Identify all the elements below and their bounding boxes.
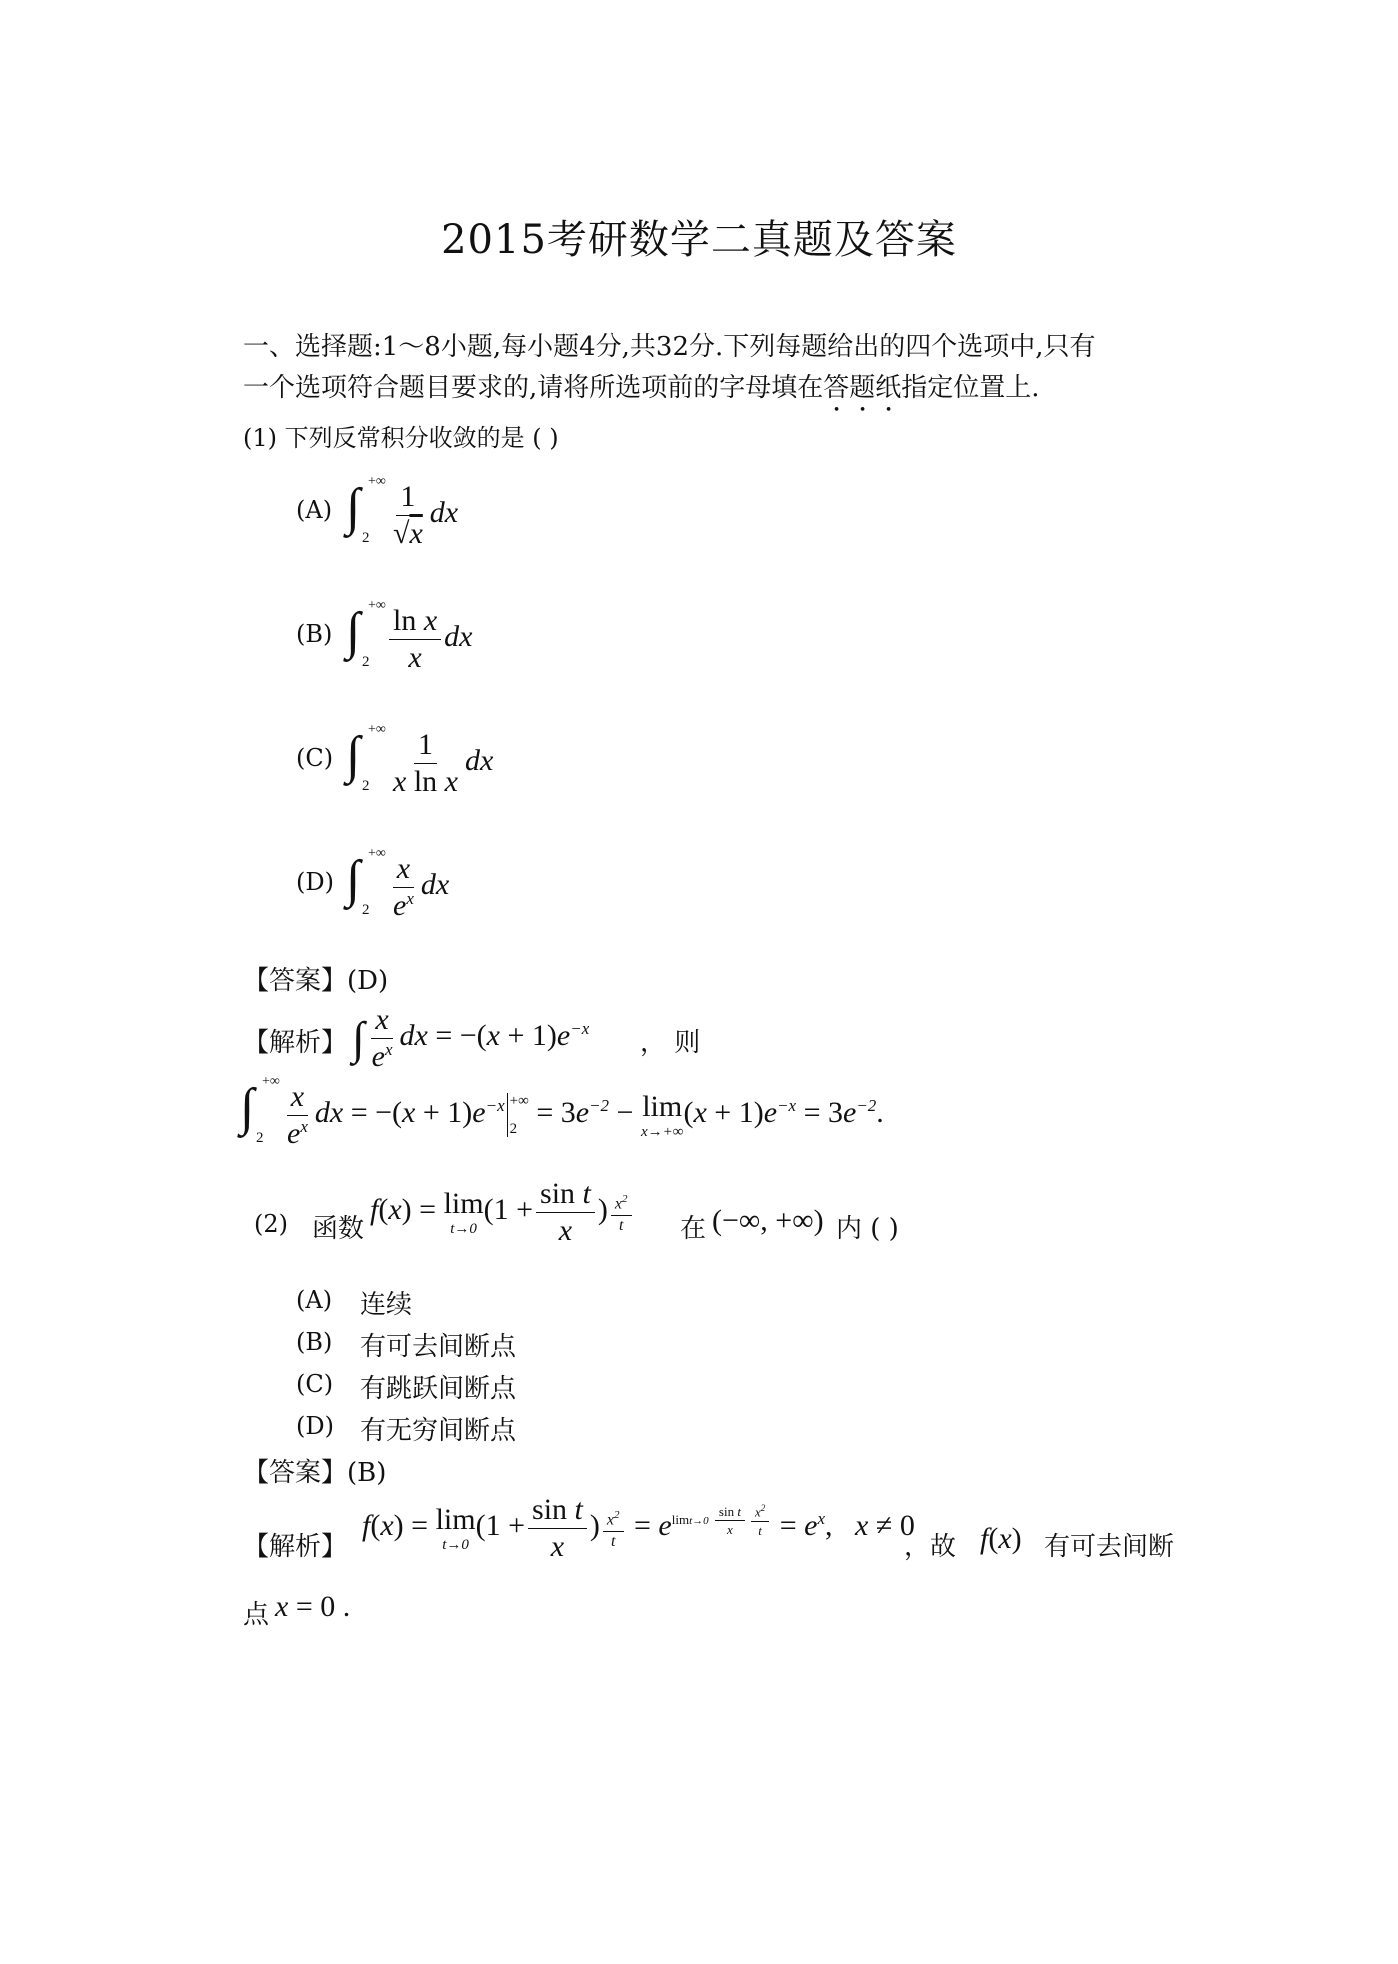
q2-analysis-last-word: 点 [243, 1600, 270, 1630]
q2-option-b-label: (B) [296, 1328, 333, 1356]
q2-analysis-formula: f(x) = lim t→0 (1 + $\frac{\text{sin t}}{x}$ ) $\frac{x^2}{t}$ = $e^{limt\to 0 \frac{\text{sin t}}{x} \frac{x^2}{t}}$ = $e^x$, x ≠ 0 [362, 1493, 915, 1563]
question-2-lead: 函数 [312, 1214, 365, 1244]
q1-option-c-formula: ∫ +∞ 2 $\frac{1}{\text{x ln x}}$ dx [346, 722, 494, 798]
q2-option-d-text: 有无穷间断点 [360, 1416, 517, 1446]
q2-option-c-label: (C) [296, 1370, 334, 1398]
q2-analysis-fx: f(x) [980, 1522, 1022, 1555]
q1-option-b-label: (B) [296, 620, 333, 648]
question-2-tail: 内 ( ) [836, 1214, 899, 1244]
section-instruction-line2 [243, 367, 1040, 418]
instruction-text: 一个选项符合题目要求的,请将所选项前的字母填在 [243, 373, 824, 403]
q2-option-d-label: (D) [296, 1412, 334, 1440]
q1-analysis-then: ， 则 [640, 1028, 701, 1058]
question-2-mid: 在 [680, 1214, 707, 1244]
q2-analysis-end: 有可去间断 [1044, 1532, 1175, 1562]
q2-analysis-label: 【解析】 [243, 1532, 348, 1562]
q1-option-a-label: (A) [296, 496, 333, 524]
q1-option-c-label: (C) [296, 744, 334, 772]
question-1-stem: (1) 下列反常积分收敛的是 ( ) [243, 424, 559, 452]
q2-answer: 【答案】(B) [243, 1458, 387, 1488]
q2-analysis-last-formula: x = 0 . [275, 1590, 351, 1623]
answer-sheet-emphasis: 答题纸 [823, 373, 902, 403]
q1-analysis-formula-1: ∫ $\frac{x}{e^x}$ dx = $-(x + 1)e^{-x}$ [352, 1003, 590, 1073]
instruction-text-end: 指定位置上. [901, 373, 1040, 403]
question-2-number: (2) [254, 1210, 288, 1238]
section-instruction-line1: 一、选择题:1～8小题,每小题4分,共32分.下列每题给出的四个选项中,只有 [243, 332, 1096, 362]
question-2-interval: (−∞, +∞) [712, 1204, 824, 1237]
q2-option-a-label: (A) [296, 1286, 333, 1314]
q1-option-a-formula: ∫ +∞ 2 $\frac{1}{√x}$ dx [346, 474, 459, 550]
page-title: 2015考研数学二真题及答案 [441, 217, 957, 263]
q1-analysis-label: 【解析】 [243, 1028, 348, 1058]
q2-option-a-text: 连续 [360, 1290, 413, 1320]
q1-answer: 【答案】(D) [243, 966, 389, 996]
q1-option-d-formula: ∫ +∞ 2 $\frac{x}{e^x}$ dx [346, 846, 450, 922]
q2-analysis-text: ，故 [904, 1532, 957, 1562]
q2-option-c-text: 有跳跃间断点 [360, 1374, 517, 1404]
q1-option-d-label: (D) [296, 868, 334, 896]
q1-analysis-formula-2: ∫ +∞ 2 $\frac{x}{e^x}$ dx = $-(x + 1)e^{-x}$ +∞ 2 = $3e^{-2}$ − lim x→+∞ $(x + 1)e^{-x} = 3e^{-2}$. [240, 1074, 884, 1150]
question-2-formula: f(x) = lim t→0 (1 + $\frac{\text{sin t}}{x}$ ) $\frac{x^2}{t}$ [370, 1178, 635, 1246]
q1-option-b-formula: ∫ +∞ 2 $\frac{\text{ln x}}{x}$ dx [346, 598, 473, 674]
q2-option-b-text: 有可去间断点 [360, 1332, 517, 1362]
